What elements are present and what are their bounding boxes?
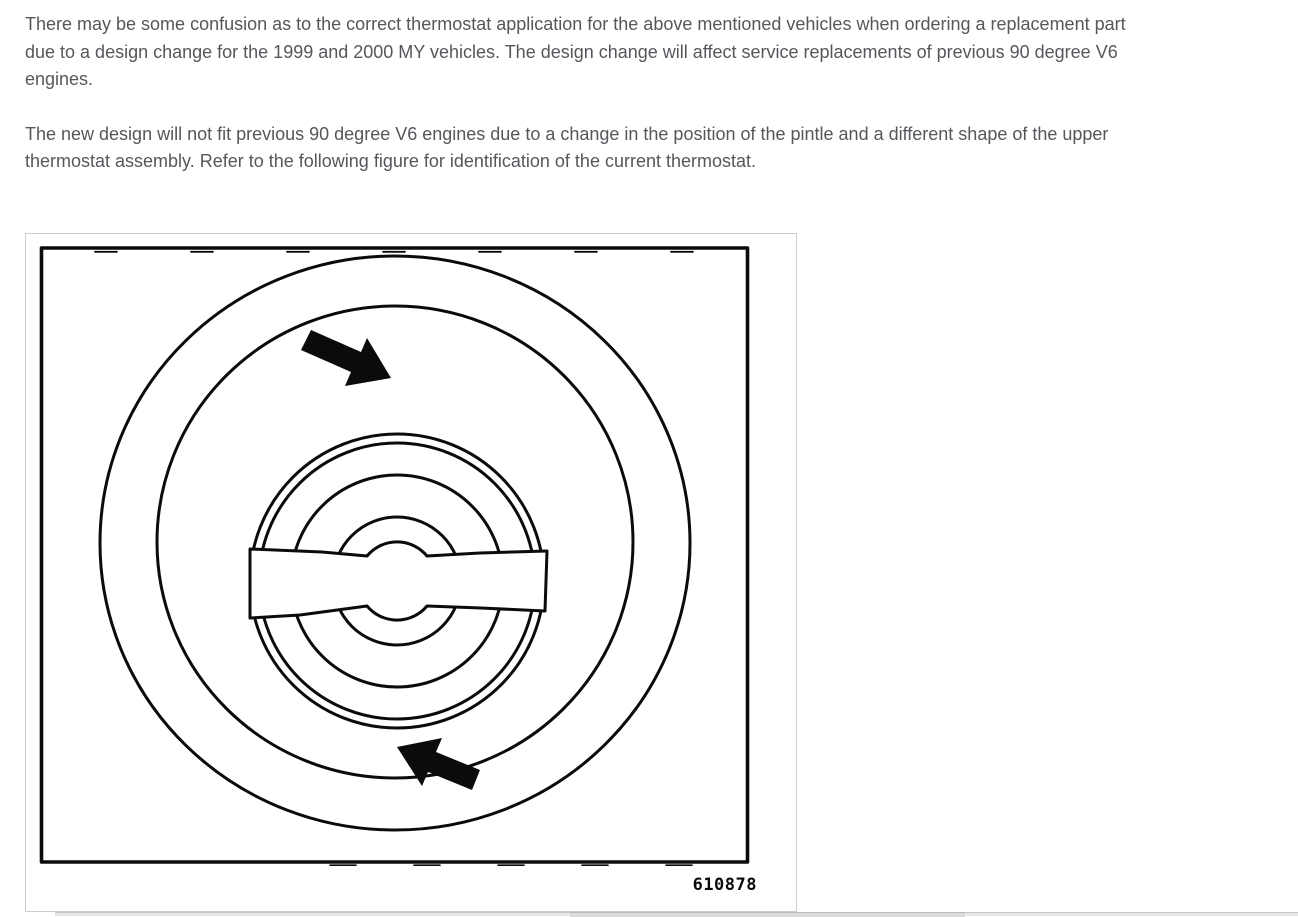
- figure-number: 610878: [692, 875, 757, 895]
- paragraph-line: There may be some confusion as to the correct thermostat application for the above mentioned vehicles when ordering a replacement part: [25, 14, 1126, 34]
- bridge-bar: [250, 542, 547, 620]
- paragraph-line: due to a design change for the 1999 and 2000 MY vehicles. The design change will affect service replacements of previous 90 degree V6: [25, 41, 1118, 62]
- bulletin-text: [25, 11, 1126, 176]
- paragraph-line: engines.: [25, 69, 94, 89]
- paragraph-line: The new design will not fit previous 90 degree V6 engines due to a change in the position of the pintle and a different shape of the upper: [25, 123, 1109, 144]
- paragraph: [25, 121, 1126, 176]
- thermostat-diagram: [26, 234, 796, 911]
- paragraph-line: thermostat assembly. Refer to the following figure for identification of the current thermostat.: [25, 151, 757, 171]
- paragraph: [25, 11, 1126, 94]
- thermostat-figure-image: [25, 233, 797, 912]
- next-section-edge-segment: [570, 912, 965, 917]
- next-section-edge: [55, 912, 1298, 916]
